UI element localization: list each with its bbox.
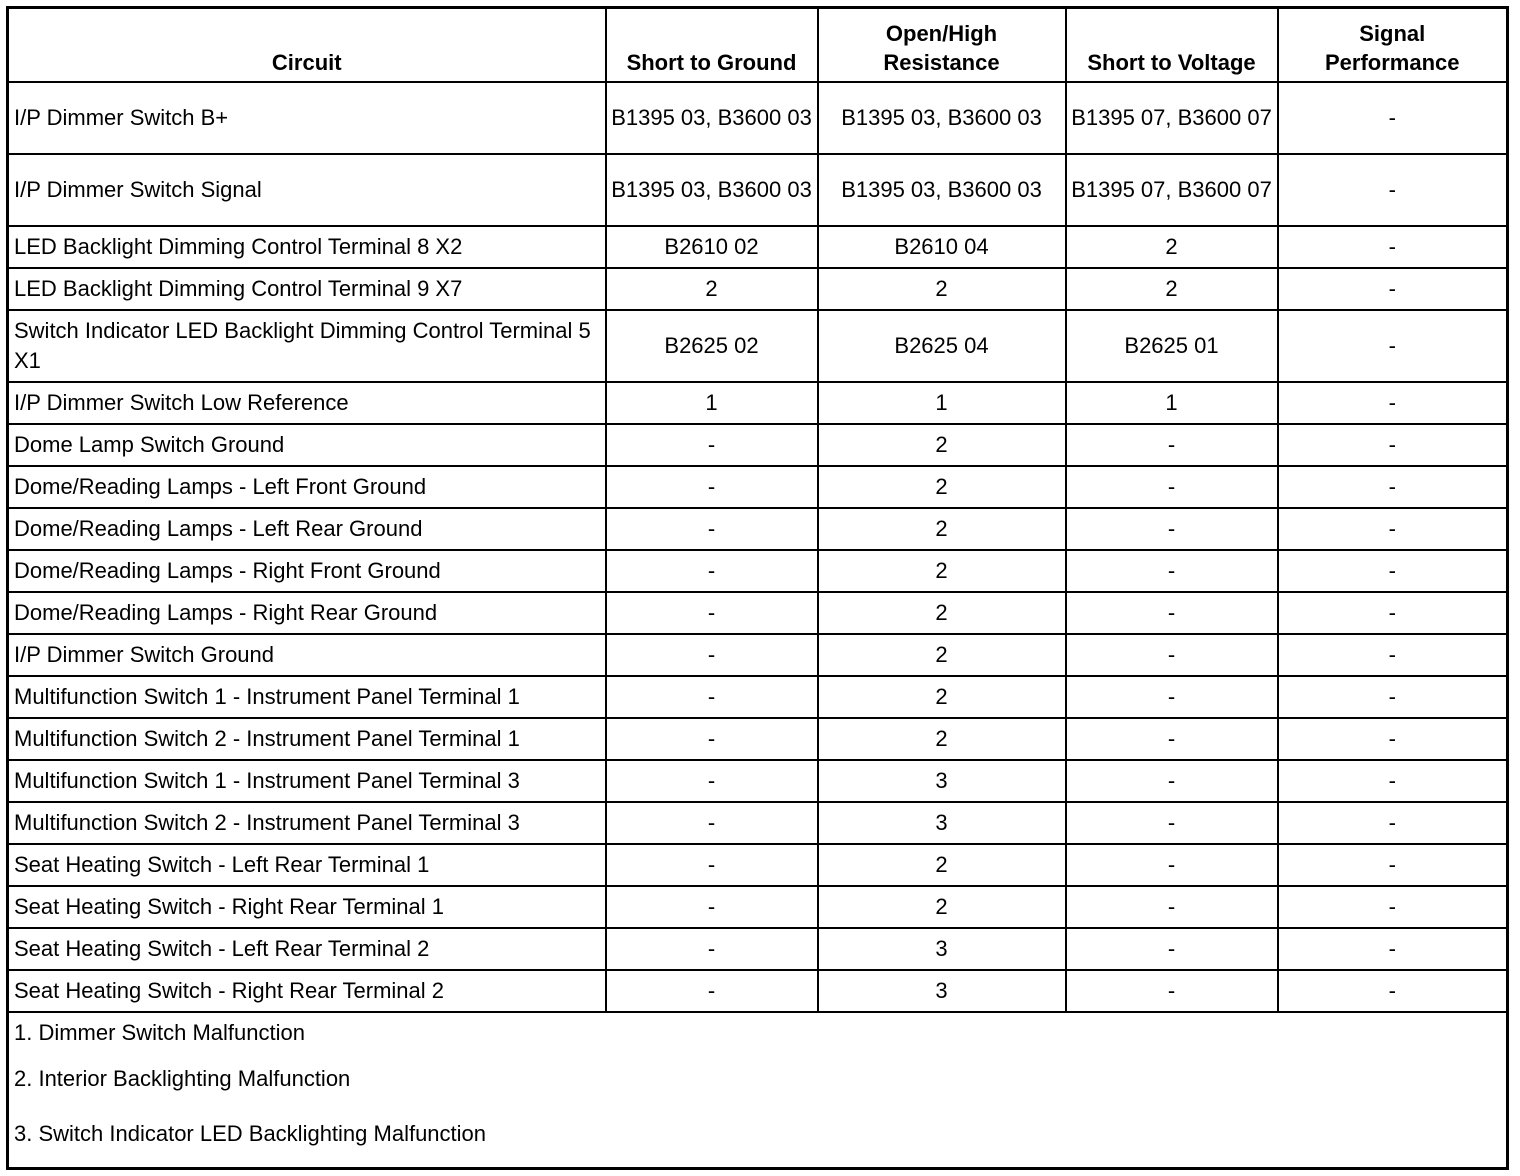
signal-performance-cell: - [1278, 928, 1508, 970]
table-row [8, 226, 1508, 268]
footnote-3: 3. Switch Indicator LED Backlighting Malfunction [14, 1121, 487, 1146]
table-row [8, 550, 1508, 592]
header-short-to-ground: Short to Ground [606, 8, 818, 83]
short-to-ground-cell: - [606, 466, 818, 508]
signal-performance-cell: - [1278, 634, 1508, 676]
short-to-voltage-cell: B1395 07, B3600 07 [1066, 154, 1278, 226]
open-high-resistance-cell: 3 [818, 928, 1066, 970]
short-to-ground-cell: - [606, 760, 818, 802]
circuit-cell: Multifunction Switch 2 - Instrument Panel Terminal 3 [8, 802, 606, 844]
open-high-resistance-cell: 2 [818, 268, 1066, 310]
signal-performance-cell: - [1278, 310, 1508, 382]
open-high-resistance-cell: 2 [818, 466, 1066, 508]
short-to-ground-cell: - [606, 634, 818, 676]
table-body [8, 82, 1508, 1012]
header-signal-performance: Signal Performance [1278, 8, 1508, 83]
signal-performance-cell: - [1278, 592, 1508, 634]
table-row [8, 310, 1508, 382]
circuit-cell: Switch Indicator LED Backlight Dimming Control Terminal 5 X1 [8, 310, 606, 382]
open-high-resistance-cell: 2 [818, 424, 1066, 466]
signal-performance-cell: - [1278, 154, 1508, 226]
open-high-resistance-cell: 2 [818, 676, 1066, 718]
signal-performance-cell: - [1278, 802, 1508, 844]
short-to-ground-cell: - [606, 592, 818, 634]
short-to-voltage-cell: - [1066, 802, 1278, 844]
header-circuit: Circuit [8, 8, 606, 83]
table-row [8, 718, 1508, 760]
short-to-voltage-cell: - [1066, 886, 1278, 928]
short-to-voltage-cell: - [1066, 592, 1278, 634]
circuit-cell: I/P Dimmer Switch Signal [8, 154, 606, 226]
short-to-voltage-cell: 2 [1066, 226, 1278, 268]
signal-performance-cell: - [1278, 760, 1508, 802]
table-row [8, 424, 1508, 466]
short-to-ground-cell: - [606, 676, 818, 718]
circuit-cell: LED Backlight Dimming Control Terminal 9 X7 [8, 268, 606, 310]
header-short-to-voltage: Short to Voltage [1066, 8, 1278, 83]
open-high-resistance-cell: B1395 03, B3600 03 [818, 154, 1066, 226]
circuit-cell: I/P Dimmer Switch B+ [8, 82, 606, 154]
short-to-voltage-cell: 1 [1066, 382, 1278, 424]
short-to-ground-cell: - [606, 844, 818, 886]
short-to-voltage-cell: - [1066, 466, 1278, 508]
open-high-resistance-cell: B2625 04 [818, 310, 1066, 382]
open-high-resistance-cell: B2610 04 [818, 226, 1066, 268]
dtc-circuit-table-container [6, 6, 1506, 1170]
short-to-voltage-cell: B1395 07, B3600 07 [1066, 82, 1278, 154]
open-high-resistance-cell: 2 [818, 844, 1066, 886]
short-to-ground-cell: B1395 03, B3600 03 [606, 154, 818, 226]
table-header [8, 8, 1508, 83]
signal-performance-cell: - [1278, 508, 1508, 550]
short-to-voltage-cell: 2 [1066, 268, 1278, 310]
signal-performance-cell: - [1278, 550, 1508, 592]
open-high-resistance-cell: 2 [818, 508, 1066, 550]
short-to-voltage-cell: - [1066, 970, 1278, 1012]
short-to-ground-cell: - [606, 718, 818, 760]
short-to-ground-cell: - [606, 928, 818, 970]
open-high-resistance-cell: 2 [818, 886, 1066, 928]
short-to-voltage-cell: - [1066, 424, 1278, 466]
signal-performance-cell: - [1278, 268, 1508, 310]
short-to-ground-cell: - [606, 970, 818, 1012]
header-row [8, 8, 1508, 83]
short-to-ground-cell: - [606, 802, 818, 844]
short-to-ground-cell: 2 [606, 268, 818, 310]
signal-performance-cell: - [1278, 844, 1508, 886]
table-row [8, 382, 1508, 424]
table-row [8, 82, 1508, 154]
short-to-ground-cell: B1395 03, B3600 03 [606, 82, 818, 154]
short-to-voltage-cell: - [1066, 928, 1278, 970]
open-high-resistance-cell: 2 [818, 592, 1066, 634]
short-to-ground-cell: B2610 02 [606, 226, 818, 268]
circuit-cell: Multifunction Switch 1 - Instrument Panel Terminal 3 [8, 760, 606, 802]
short-to-voltage-cell: - [1066, 718, 1278, 760]
table-row [8, 886, 1508, 928]
circuit-cell: Seat Heating Switch - Left Rear Terminal 2 [8, 928, 606, 970]
short-to-ground-cell: - [606, 424, 818, 466]
signal-performance-cell: - [1278, 82, 1508, 154]
signal-performance-cell: - [1278, 382, 1508, 424]
signal-performance-cell: - [1278, 424, 1508, 466]
circuit-cell: Seat Heating Switch - Right Rear Terminal 1 [8, 886, 606, 928]
short-to-voltage-cell: - [1066, 760, 1278, 802]
circuit-cell: Dome/Reading Lamps - Right Rear Ground [8, 592, 606, 634]
open-high-resistance-cell: 3 [818, 802, 1066, 844]
open-high-resistance-cell: B1395 03, B3600 03 [818, 82, 1066, 154]
circuit-cell: LED Backlight Dimming Control Terminal 8 X2 [8, 226, 606, 268]
open-high-resistance-cell: 2 [818, 634, 1066, 676]
short-to-ground-cell: B2625 02 [606, 310, 818, 382]
table-row [8, 634, 1508, 676]
short-to-voltage-cell: B2625 01 [1066, 310, 1278, 382]
circuit-cell: Dome Lamp Switch Ground [8, 424, 606, 466]
table-row [8, 466, 1508, 508]
table-row [8, 928, 1508, 970]
circuit-cell: Dome/Reading Lamps - Right Front Ground [8, 550, 606, 592]
circuit-cell: Seat Heating Switch - Right Rear Terminal 2 [8, 970, 606, 1012]
table-row [8, 970, 1508, 1012]
short-to-voltage-cell: - [1066, 634, 1278, 676]
table-row [8, 802, 1508, 844]
open-high-resistance-cell: 3 [818, 760, 1066, 802]
footnotes-cell [8, 1012, 1508, 1169]
short-to-ground-cell: 1 [606, 382, 818, 424]
table-row [8, 676, 1508, 718]
circuit-cell: Dome/Reading Lamps - Left Rear Ground [8, 508, 606, 550]
circuit-cell: I/P Dimmer Switch Low Reference [8, 382, 606, 424]
table-row [8, 592, 1508, 634]
signal-performance-cell: - [1278, 970, 1508, 1012]
dtc-circuit-table [6, 6, 1509, 1170]
short-to-ground-cell: - [606, 886, 818, 928]
circuit-cell: I/P Dimmer Switch Ground [8, 634, 606, 676]
footnote-2: 2. Interior Backlighting Malfunction [14, 1066, 351, 1091]
short-to-voltage-cell: - [1066, 508, 1278, 550]
short-to-ground-cell: - [606, 550, 818, 592]
table-row [8, 508, 1508, 550]
signal-performance-cell: - [1278, 466, 1508, 508]
circuit-cell: Dome/Reading Lamps - Left Front Ground [8, 466, 606, 508]
short-to-voltage-cell: - [1066, 550, 1278, 592]
open-high-resistance-cell: 2 [818, 550, 1066, 592]
table-row [8, 844, 1508, 886]
open-high-resistance-cell: 3 [818, 970, 1066, 1012]
open-high-resistance-cell: 2 [818, 718, 1066, 760]
header-open-high-resistance: Open/High Resistance [818, 8, 1066, 83]
table-row [8, 154, 1508, 226]
footnote-1: 1. Dimmer Switch Malfunction [14, 1020, 305, 1045]
signal-performance-cell: - [1278, 676, 1508, 718]
short-to-voltage-cell: - [1066, 676, 1278, 718]
circuit-cell: Seat Heating Switch - Left Rear Terminal 1 [8, 844, 606, 886]
circuit-cell: Multifunction Switch 1 - Instrument Panel Terminal 1 [8, 676, 606, 718]
short-to-voltage-cell: - [1066, 844, 1278, 886]
footnotes-row [8, 1012, 1508, 1169]
circuit-cell: Multifunction Switch 2 - Instrument Panel Terminal 1 [8, 718, 606, 760]
table-footnotes [8, 1012, 1508, 1169]
short-to-ground-cell: - [606, 508, 818, 550]
signal-performance-cell: - [1278, 718, 1508, 760]
open-high-resistance-cell: 1 [818, 382, 1066, 424]
signal-performance-cell: - [1278, 226, 1508, 268]
signal-performance-cell: - [1278, 886, 1508, 928]
table-row [8, 760, 1508, 802]
table-row [8, 268, 1508, 310]
